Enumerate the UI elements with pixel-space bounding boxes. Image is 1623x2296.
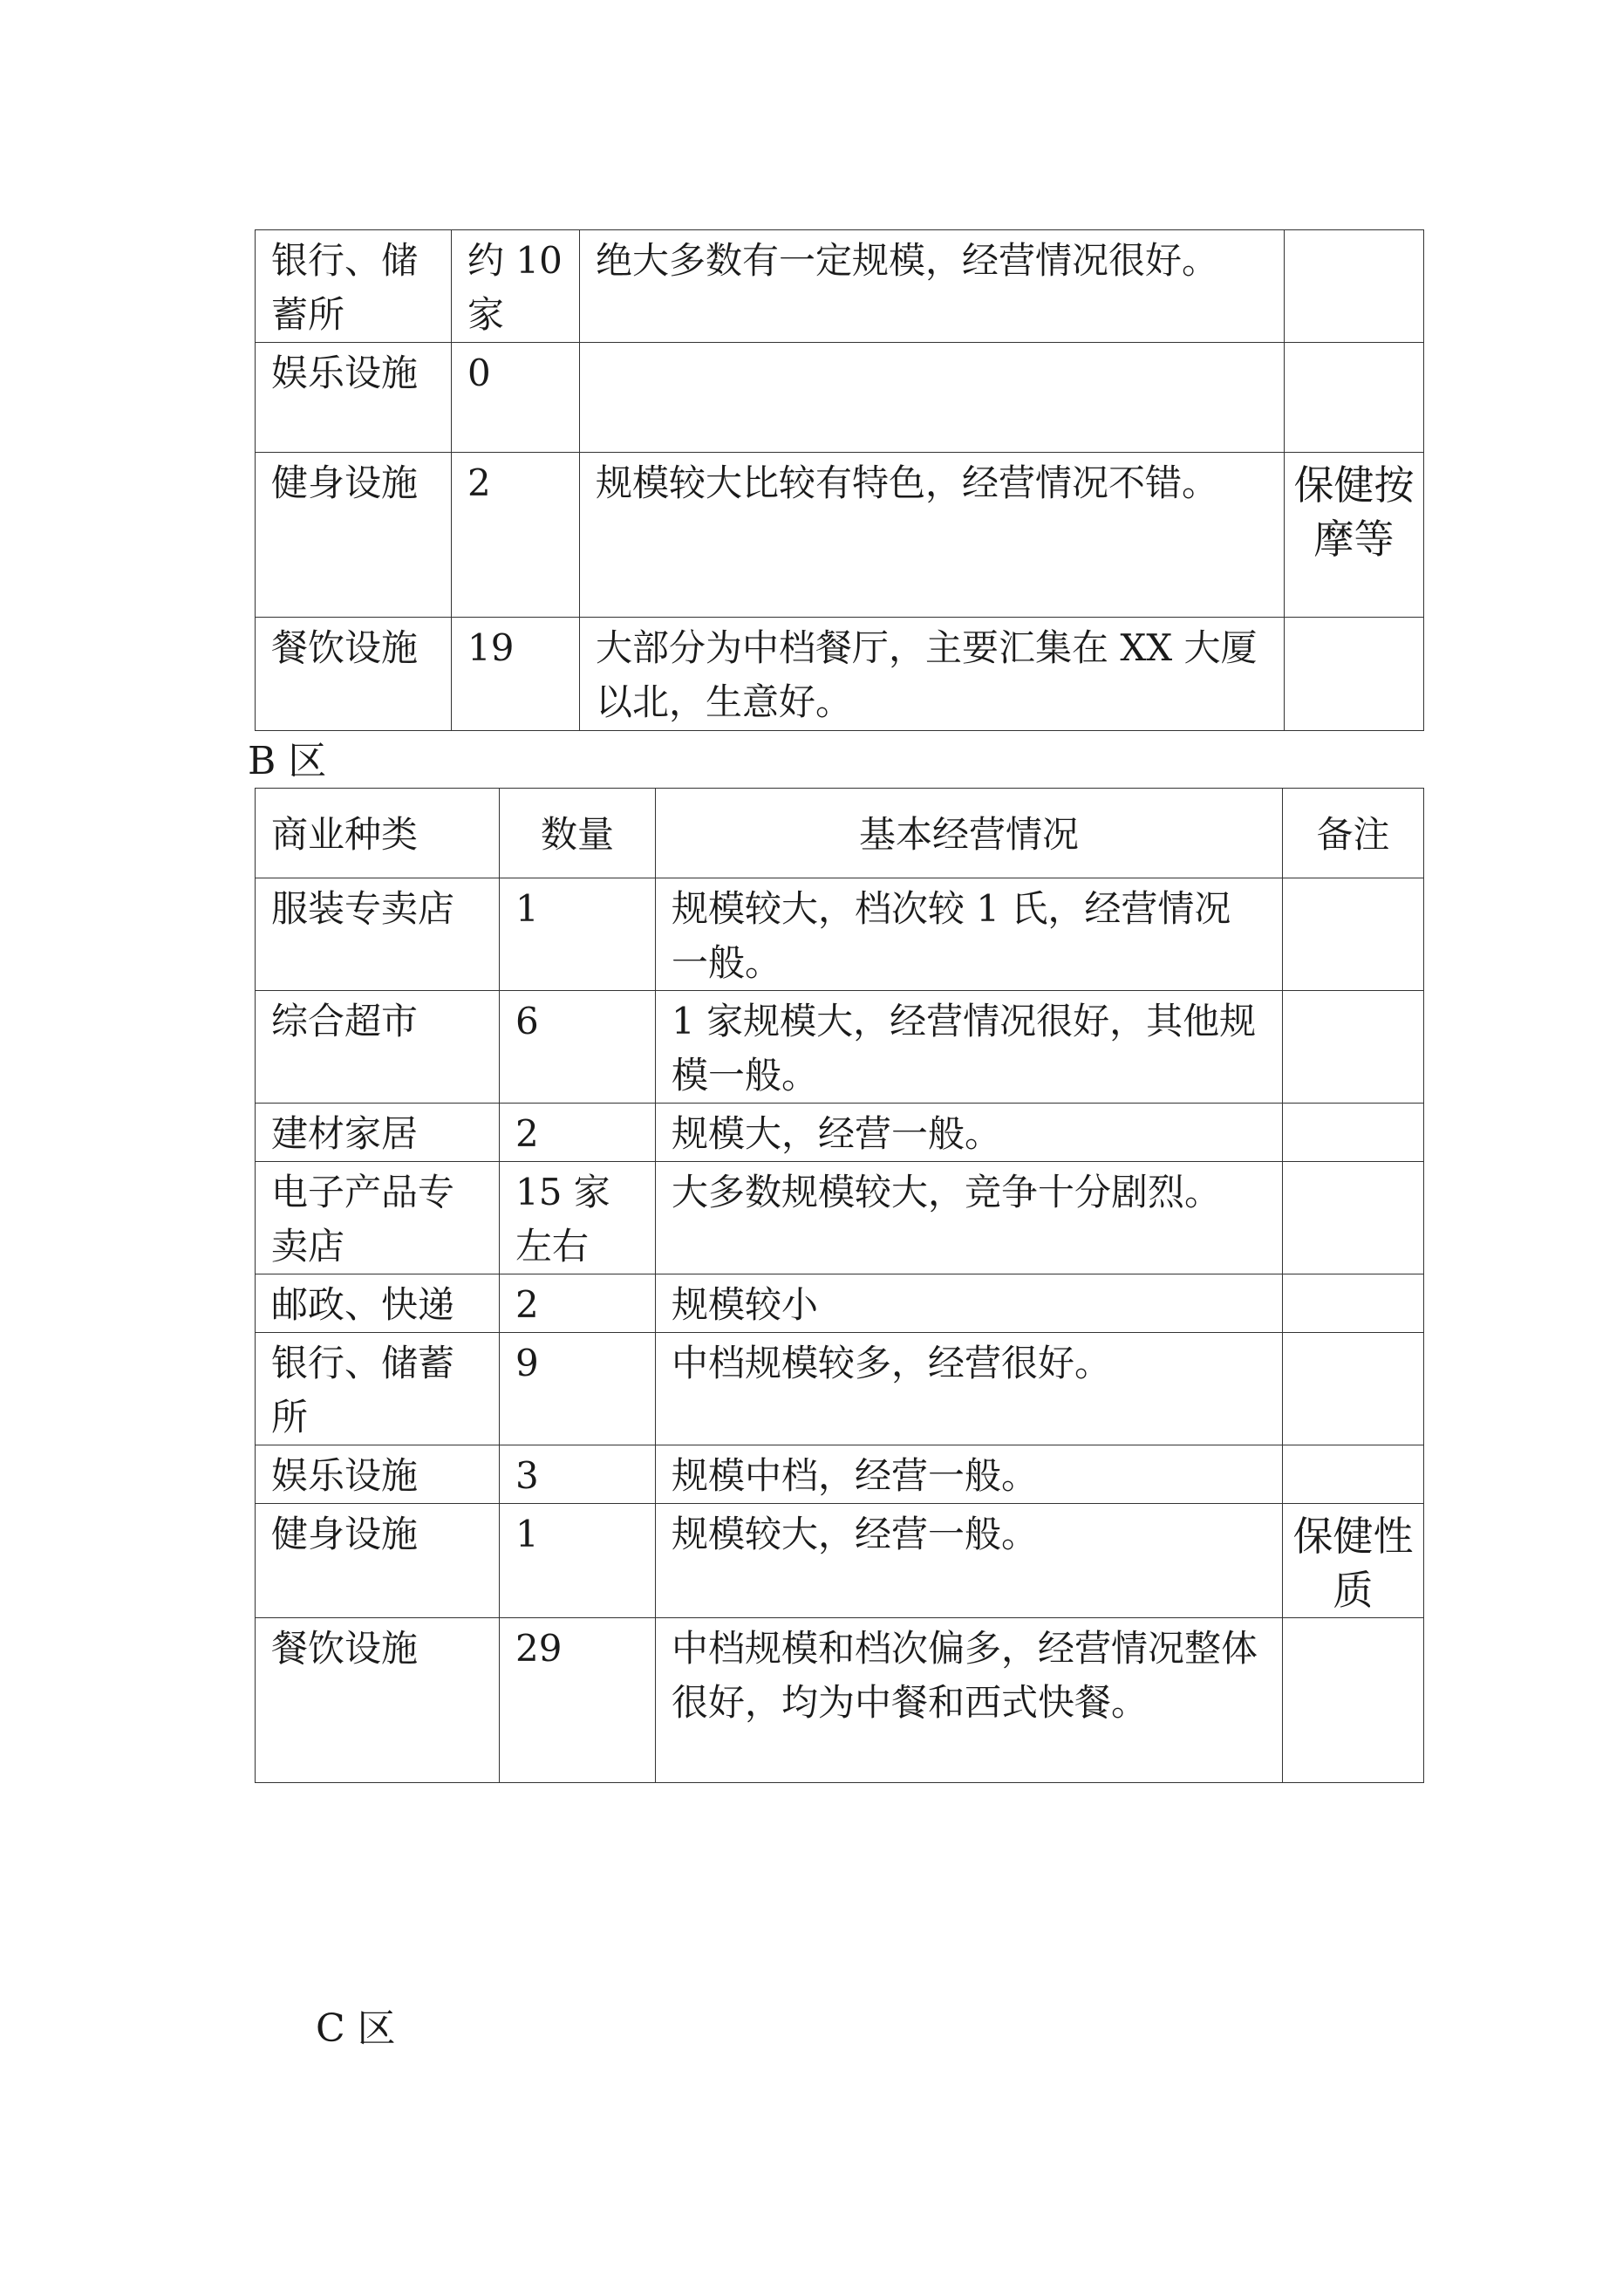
- category-cell: 餐饮设施: [256, 618, 452, 731]
- table-header-row: [256, 789, 1424, 878]
- category-cell: 邮政、快递: [256, 1274, 500, 1333]
- count-cell: 29: [500, 1618, 656, 1783]
- table-row: [256, 1162, 1424, 1274]
- note-cell: [1283, 1618, 1424, 1783]
- table-row: [256, 1445, 1424, 1504]
- description-cell: 大多数规模较大，竞争十分剧烈。: [656, 1162, 1283, 1274]
- note-cell: [1285, 618, 1424, 731]
- zone-b-table: [255, 788, 1424, 1783]
- table-row: [256, 1274, 1424, 1333]
- description-cell: 规模较大，档次较 1 氏，经营情况一般。: [656, 878, 1283, 991]
- count-cell: 2: [452, 453, 580, 618]
- category-cell: 银行、储蓄所: [256, 230, 452, 343]
- header-description: 基本经营情况: [656, 789, 1283, 878]
- table-row: [256, 1504, 1424, 1618]
- category-cell: 综合超市: [256, 991, 500, 1104]
- note-cell: [1283, 1333, 1424, 1445]
- count-cell: 0: [452, 343, 580, 453]
- table-row: [256, 1104, 1424, 1162]
- description-cell: 中档规模较多，经营很好。: [656, 1333, 1283, 1445]
- note-cell: 保健性质: [1283, 1504, 1424, 1618]
- note-cell: 保健按摩等: [1285, 453, 1424, 618]
- count-cell: 1: [500, 878, 656, 991]
- count-cell: 19: [452, 618, 580, 731]
- table-row: [256, 453, 1424, 618]
- category-cell: 银行、储蓄所: [256, 1333, 500, 1445]
- category-cell: 建材家居: [256, 1104, 500, 1162]
- category-cell: 娱乐设施: [256, 343, 452, 453]
- table-row: [256, 618, 1424, 731]
- zone-a-table: [255, 229, 1424, 731]
- note-cell: [1283, 1274, 1424, 1333]
- section-b-label: B 区: [248, 739, 327, 783]
- table-row: [256, 991, 1424, 1104]
- note-cell: [1283, 1445, 1424, 1504]
- table-row: [256, 1618, 1424, 1783]
- category-cell: 健身设施: [256, 453, 452, 618]
- note-cell: [1285, 343, 1424, 453]
- count-cell: 2: [500, 1274, 656, 1333]
- header-category: 商业种类: [256, 789, 500, 878]
- header-note: 备注: [1283, 789, 1424, 878]
- description-cell: [580, 343, 1285, 453]
- header-count: 数量: [500, 789, 656, 878]
- description-cell: 1 家规模大，经营情况很好，其他规模一般。: [656, 991, 1283, 1104]
- count-cell: 2: [500, 1104, 656, 1162]
- table-row: [256, 343, 1424, 453]
- count-cell: 15 家左右: [500, 1162, 656, 1274]
- table-row: [256, 1333, 1424, 1445]
- note-cell: [1283, 1162, 1424, 1274]
- count-cell: 6: [500, 991, 656, 1104]
- note-cell: [1283, 991, 1424, 1104]
- description-cell: 中档规模和档次偏多，经营情况整体很好，均为中餐和西式快餐。: [656, 1618, 1283, 1783]
- note-cell: [1283, 878, 1424, 991]
- table-row: [256, 878, 1424, 991]
- category-cell: 健身设施: [256, 1504, 500, 1618]
- description-cell: 规模较大，经营一般。: [656, 1504, 1283, 1618]
- note-cell: [1283, 1104, 1424, 1162]
- description-cell: 规模大，经营一般。: [656, 1104, 1283, 1162]
- count-cell: 1: [500, 1504, 656, 1618]
- category-cell: 电子产品专卖店: [256, 1162, 500, 1274]
- category-cell: 餐饮设施: [256, 1618, 500, 1783]
- section-c-label: C 区: [316, 2006, 396, 2051]
- category-cell: 服装专卖店: [256, 878, 500, 991]
- note-cell: [1285, 230, 1424, 343]
- description-cell: 规模较大比较有特色，经营情况不错。: [580, 453, 1285, 618]
- count-cell: 3: [500, 1445, 656, 1504]
- description-cell: 规模中档，经营一般。: [656, 1445, 1283, 1504]
- count-cell: 约 10 家: [452, 230, 580, 343]
- description-cell: 规模较小: [656, 1274, 1283, 1333]
- count-cell: 9: [500, 1333, 656, 1445]
- description-cell: 大部分为中档餐厅，主要汇集在 XX 大厦以北，生意好。: [580, 618, 1285, 731]
- description-cell: 绝大多数有一定规模，经营情况很好。: [580, 230, 1285, 343]
- table-row: [256, 230, 1424, 343]
- category-cell: 娱乐设施: [256, 1445, 500, 1504]
